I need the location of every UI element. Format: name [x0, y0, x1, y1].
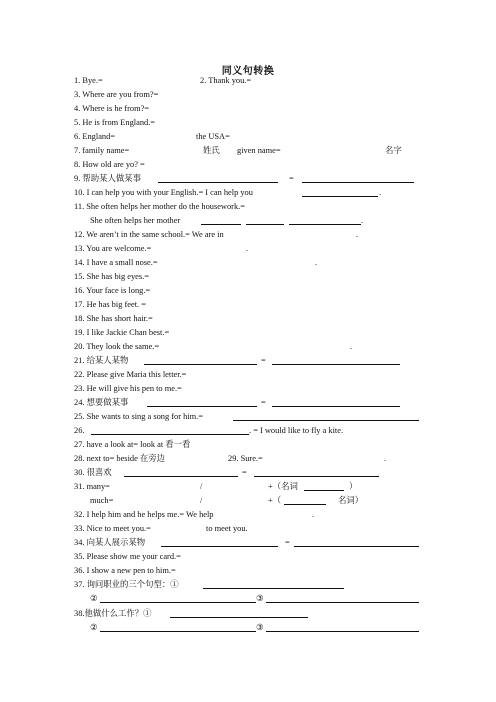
q13-text: 13. You are welcome.= [74, 244, 152, 253]
q25-blank[interactable] [233, 420, 419, 421]
q24-equals: = [261, 398, 266, 407]
q34-blank-2[interactable] [294, 546, 419, 547]
q6-england: 6. England= [74, 132, 116, 141]
question-35: 35. Please show me your card.= [74, 552, 181, 561]
q11-blank-2[interactable] [246, 224, 284, 225]
q26-num: 26. [74, 426, 85, 435]
q25-text: 25. She wants to sing a song for him.= [74, 412, 203, 421]
page-title: 同义句转换 [221, 66, 275, 77]
q9-blank-1[interactable] [158, 182, 278, 183]
q24-text: 24. 想要做某事 [74, 398, 129, 407]
q10-blank[interactable] [302, 196, 378, 197]
q29-text: 29. Sure.= [228, 454, 263, 463]
question-19: 19. I like Jackie Chan best.= [74, 328, 170, 337]
q31-plus: +（名词 [268, 482, 298, 491]
q31b-slash: / [200, 496, 203, 505]
q34-equals: = [285, 538, 290, 547]
q37-mark-2: ② [90, 594, 98, 603]
q31-many: 31. many= [74, 482, 110, 491]
q12-end: . [356, 230, 359, 239]
q6-usa: the USA= [196, 132, 230, 141]
q20-end: . [350, 342, 353, 351]
q32-text: 32. I help him and he helps me.= We help [74, 510, 214, 519]
question-11: 11. She often helps her mother do the housework.= [74, 202, 245, 211]
question-36: 36. I show a new pen to him.= [74, 566, 176, 575]
question-18: 18. She has short hair.= [74, 314, 153, 323]
q30-blank-2[interactable] [254, 476, 379, 477]
q31-blank[interactable] [304, 490, 344, 491]
q20-text: 20. They look the same.= [74, 342, 160, 351]
q38-text: 38.他做什么工作？① [74, 609, 152, 618]
q37-text: 37. 询问职业的三个句型：① [74, 580, 179, 589]
q9-blank-2[interactable] [302, 182, 414, 183]
q24-blank-1[interactable] [147, 406, 257, 407]
q1-text: 1. Bye.= [74, 76, 103, 85]
q30-equals: = [242, 468, 247, 477]
q13-end: . [246, 244, 249, 253]
question-15: 15. She has big eyes.= [74, 272, 149, 281]
q21-text: 21. 给某人某物 [74, 356, 129, 365]
q38-blank-3[interactable] [266, 631, 419, 632]
question-17: 17. He has big feet. = [74, 300, 146, 309]
q37-mark-3: ③ [256, 594, 264, 603]
q38-blank-1[interactable] [170, 617, 308, 618]
q31b-much: much= [90, 496, 114, 505]
question-4: 4. Where is he from?= [74, 104, 150, 113]
q7-given-name: given name= [237, 146, 281, 155]
question-22: 22. Please give Maria this letter.= [74, 370, 187, 379]
question-5: 5. He is from England.= [74, 118, 156, 127]
q38-blank-2[interactable] [100, 631, 256, 632]
question-16: 16. Your face is long.= [74, 286, 151, 295]
q10-text: 10. I can help you with your English.= I can help you [74, 188, 253, 197]
q11-blank-1[interactable] [201, 224, 241, 225]
q38-mark-2: ② [90, 623, 98, 632]
q14-end: . [315, 258, 318, 267]
q37-blank-2[interactable] [100, 602, 256, 603]
q21-blank-2[interactable] [272, 364, 400, 365]
q37-blank-1[interactable] [203, 588, 344, 589]
q33-end: to meet you. [206, 524, 248, 533]
q7-family-name: 7. family name= [74, 146, 130, 155]
q28-text: 28. next to= beside 在旁边 [74, 454, 166, 463]
q7-given-cn: 名字 [385, 146, 402, 155]
q9-equals: = [289, 174, 294, 183]
q24-blank-2[interactable] [272, 406, 400, 407]
q26-text: . = I would like to fly a kite. [249, 426, 344, 435]
q11-end: . [361, 216, 364, 225]
question-8: 8. How old are yo? = [74, 160, 145, 169]
q30-blank-1[interactable] [124, 476, 238, 477]
q21-blank-1[interactable] [144, 364, 257, 365]
q9-text: 9. 帮助某人做某事 [74, 174, 141, 183]
q26-blank[interactable] [91, 434, 249, 435]
q12-text: 12. We aren’t in the same school.= We are in [74, 230, 224, 239]
q7-surname-cn: 姓氏 [203, 146, 220, 155]
q31-close: ） [349, 482, 358, 491]
q37-blank-3[interactable] [266, 602, 419, 603]
q38-mark-3: ③ [256, 623, 264, 632]
q10-end: . [379, 188, 382, 197]
q32-end: . [312, 510, 315, 519]
q14-text: 14. I have a small nose.= [74, 258, 158, 267]
q11-text: She often helps her mother [90, 216, 181, 225]
q21-equals: = [261, 356, 266, 365]
q33-text: 33. Nice to meet you.= [74, 524, 151, 533]
q29-end: . [384, 454, 387, 463]
question-23: 23. He will give his pen to me.= [74, 384, 182, 393]
question-3: 3. Where are you from?= [74, 90, 159, 99]
q11-blank-3[interactable] [289, 224, 361, 225]
question-27: 27. have a look at= look at 看一看 [74, 440, 191, 449]
q31-slash: / [200, 482, 203, 491]
q31b-blank[interactable] [284, 504, 326, 505]
q30-text: 30. 很喜欢 [74, 468, 112, 477]
q34-blank-1[interactable] [161, 546, 278, 547]
q34-text: 34. 向某人展示某物 [74, 538, 146, 547]
q31b-plus: +（ [268, 496, 282, 505]
q2-text: 2. Thank you.= [200, 76, 252, 85]
q31b-close: 名词） [338, 496, 364, 505]
